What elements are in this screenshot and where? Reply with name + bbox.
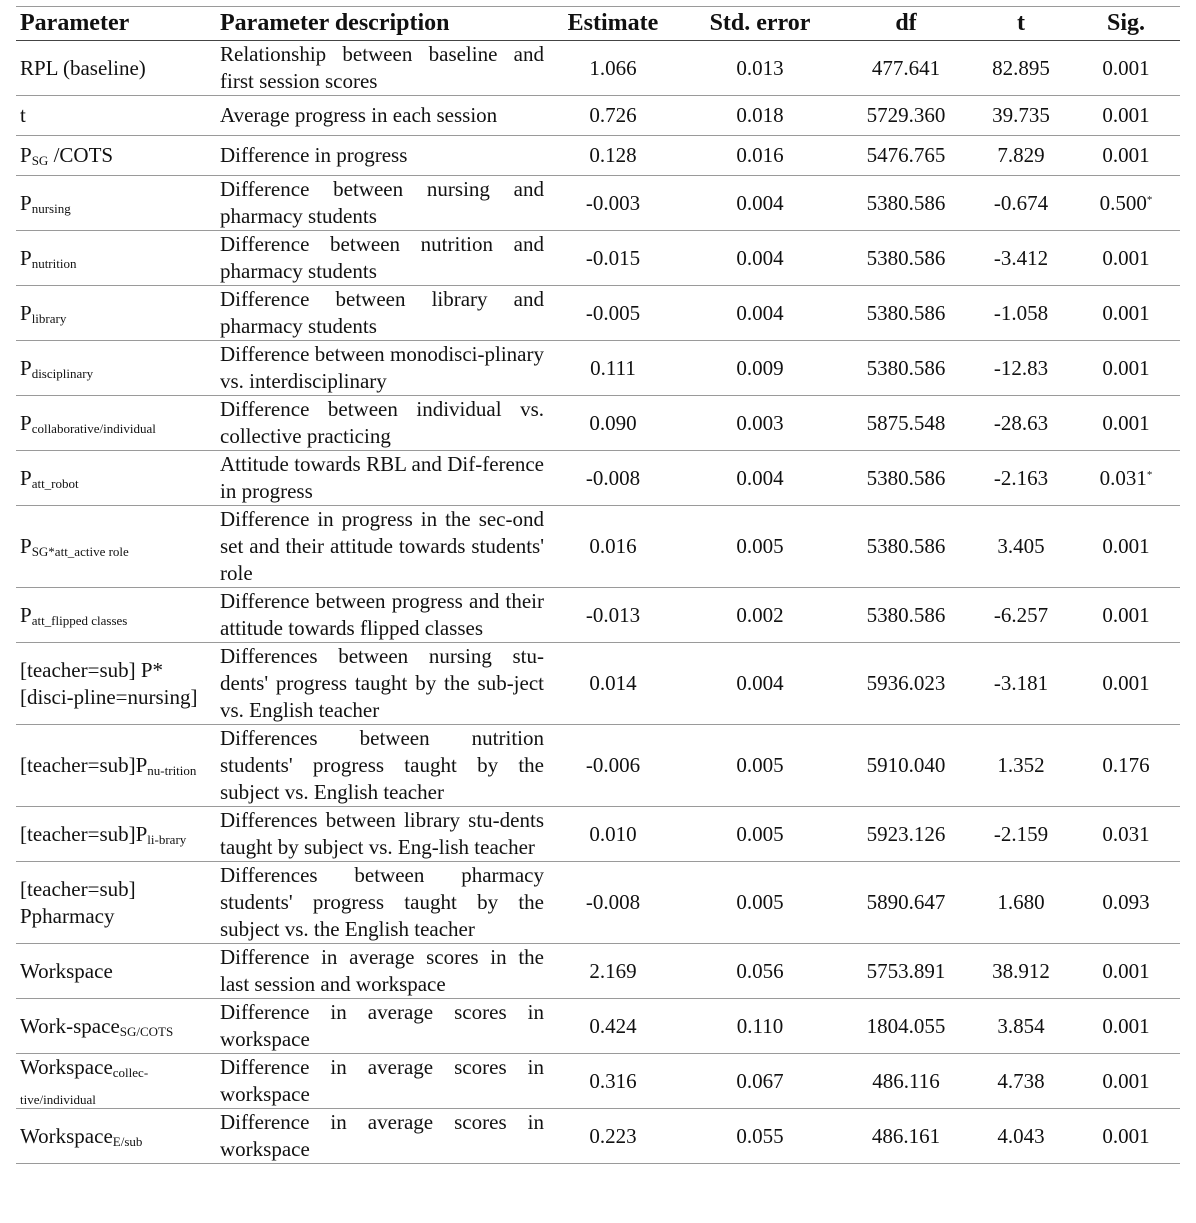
sig-cell [1072, 643, 1180, 725]
parameter-cell [16, 231, 216, 286]
parameter-name: Workspace [20, 1055, 113, 1079]
sig-cell [1072, 807, 1180, 862]
sig-value: 0.001 [1102, 410, 1150, 435]
parameter-subscript: att_flipped classes [31, 612, 128, 628]
table-row [16, 396, 1180, 451]
table-row [16, 136, 1180, 176]
std-error-cell: 0.004 [678, 643, 842, 725]
sig-cell [1072, 1054, 1180, 1109]
sig-value: 0.001 [1102, 55, 1150, 80]
std-error-cell: 0.018 [678, 96, 842, 136]
table-row [16, 725, 1180, 807]
description-cell: Average progress in each session [216, 96, 548, 136]
parameter-subscript: att_robot [31, 475, 79, 491]
t-cell: -2.163 [970, 451, 1072, 506]
table-row [16, 999, 1180, 1054]
description-cell: Difference between nursing and pharmacy students [216, 176, 548, 231]
t-cell: 3.854 [970, 999, 1072, 1054]
header-t: t [970, 7, 1072, 41]
parameter-subscript: nu-trition [147, 763, 197, 778]
description-cell: Differences between library stu-dents taught by subject vs. Eng-lish teacher [216, 807, 548, 862]
t-cell: -3.412 [970, 231, 1072, 286]
df-cell: 486.116 [842, 1054, 970, 1109]
parameter-cell [16, 286, 216, 341]
header-parameter: Parameter [16, 7, 216, 41]
std-error-cell: 0.055 [678, 1109, 842, 1164]
table-body [16, 41, 1180, 1164]
table-row [16, 643, 1180, 725]
parameter-name: Workspace [20, 958, 113, 983]
df-cell: 5380.586 [842, 588, 970, 643]
significance-marker: * [1146, 468, 1153, 481]
t-cell: 3.405 [970, 506, 1072, 588]
parameter-name: P [20, 245, 32, 270]
t-cell: 39.735 [970, 96, 1072, 136]
sig-value: 0.001 [1102, 534, 1150, 558]
sig-value: 0.001 [1102, 300, 1150, 325]
sig-cell [1072, 41, 1180, 96]
description-cell: Difference in average scores in workspace [216, 1054, 548, 1109]
parameter-subscript: E/sub [112, 1133, 143, 1149]
description-cell: Difference between monodisci-plinary vs. interdisciplinary [216, 341, 548, 396]
description-cell: Difference in average scores in workspace [216, 1109, 548, 1164]
estimate-cell: 1.066 [548, 41, 678, 96]
df-cell: 5923.126 [842, 807, 970, 862]
parameter-name: RPL (baseline) [20, 55, 146, 80]
description-cell: Differences between pharmacy students' progress taught by the subject vs. the English teacher [216, 862, 548, 944]
sig-value: 0.001 [1102, 1013, 1150, 1038]
parameter-cell [16, 1109, 216, 1164]
estimate-cell: 0.010 [548, 807, 678, 862]
t-cell: 7.829 [970, 136, 1072, 176]
parameter-subscript: SG [31, 153, 49, 168]
parameter-name: P [20, 355, 32, 380]
std-error-cell: 0.004 [678, 231, 842, 286]
parameter-name: [teacher=sub] Ppharmacy [20, 876, 136, 928]
sig-cell [1072, 944, 1180, 999]
description-cell: Difference in progress [216, 136, 548, 176]
t-cell: -12.83 [970, 341, 1072, 396]
df-cell: 477.641 [842, 41, 970, 96]
estimate-cell: 0.090 [548, 396, 678, 451]
estimate-cell: 2.169 [548, 944, 678, 999]
std-error-cell: 0.110 [678, 999, 842, 1054]
df-cell: 5476.765 [842, 136, 970, 176]
std-error-cell: 0.056 [678, 944, 842, 999]
t-cell: 38.912 [970, 944, 1072, 999]
parameter-name: Work-space [20, 1013, 120, 1038]
df-cell: 5380.586 [842, 506, 970, 588]
parameter-name-suffix: /COTS [48, 143, 114, 167]
parameter-cell [16, 96, 216, 136]
table-row [16, 41, 1180, 96]
table-row [16, 588, 1180, 643]
table-row [16, 1054, 1180, 1109]
sig-value: 0.001 [1102, 1068, 1150, 1093]
table-row [16, 506, 1180, 588]
df-cell: 486.161 [842, 1109, 970, 1164]
std-error-cell: 0.005 [678, 807, 842, 862]
header-sig: Sig. [1072, 7, 1180, 41]
description-cell: Difference in average scores in the last session and workspace [216, 944, 548, 999]
parameter-cell [16, 999, 216, 1054]
description-cell: Difference between individual vs. collective practicing [216, 396, 548, 451]
sig-cell [1072, 176, 1180, 231]
parameter-cell [16, 176, 216, 231]
sig-cell [1072, 862, 1180, 944]
table-row [16, 231, 1180, 286]
table-row [16, 944, 1180, 999]
parameter-subscript: collec-tive/individual [20, 1065, 149, 1107]
std-error-cell: 0.003 [678, 396, 842, 451]
table-row [16, 451, 1180, 506]
sig-cell [1072, 231, 1180, 286]
estimate-cell: 0.316 [548, 1054, 678, 1109]
parameter-cell [16, 725, 216, 807]
parameter-cell [16, 451, 216, 506]
sig-value: 0.001 [1102, 958, 1150, 983]
std-error-cell: 0.002 [678, 588, 842, 643]
parameter-name: Workspace [20, 1123, 113, 1148]
df-cell: 5875.548 [842, 396, 970, 451]
std-error-cell: 0.005 [678, 725, 842, 807]
t-cell: 4.043 [970, 1109, 1072, 1164]
std-error-cell: 0.005 [678, 506, 842, 588]
std-error-cell: 0.067 [678, 1054, 842, 1109]
estimate-cell: 0.223 [548, 1109, 678, 1164]
t-cell: -3.181 [970, 643, 1072, 725]
t-cell: 82.895 [970, 41, 1072, 96]
t-cell: -2.159 [970, 807, 1072, 862]
description-cell: Difference in progress in the sec-ond set and their attitude towards students' role [216, 506, 548, 588]
df-cell: 5936.023 [842, 643, 970, 725]
estimate-cell: 0.128 [548, 136, 678, 176]
df-cell: 5890.647 [842, 862, 970, 944]
description-cell: Differences between nursing stu-dents' progress taught by the sub-ject vs. English teacher [216, 643, 548, 725]
parameter-subscript: SG/COTS [119, 1023, 174, 1039]
parameter-cell [16, 136, 216, 176]
table-row [16, 1109, 1180, 1164]
sig-cell [1072, 999, 1180, 1054]
header-estimate: Estimate [548, 7, 678, 41]
parameter-cell [16, 506, 216, 588]
sig-cell [1072, 396, 1180, 451]
description-cell: Difference between progress and their attitude towards flipped classes [216, 588, 548, 643]
estimate-cell: 0.111 [548, 341, 678, 396]
sig-cell [1072, 451, 1180, 506]
parameter-cell [16, 41, 216, 96]
parameter-cell [16, 862, 216, 944]
estimate-cell: 0.016 [548, 506, 678, 588]
t-cell: -1.058 [970, 286, 1072, 341]
std-error-cell: 0.009 [678, 341, 842, 396]
parameter-name: [teacher=sub] P*[disci-pline=nursing] [20, 657, 198, 709]
sig-cell [1072, 96, 1180, 136]
df-cell: 5380.586 [842, 176, 970, 231]
parameter-subscript: library [31, 310, 67, 326]
parameter-name: t [20, 103, 26, 127]
parameter-subscript: li-brary [147, 831, 187, 847]
table-row [16, 807, 1180, 862]
sig-value: 0.001 [1102, 602, 1150, 627]
std-error-cell: 0.016 [678, 136, 842, 176]
estimate-cell: 0.014 [548, 643, 678, 725]
estimate-cell: -0.003 [548, 176, 678, 231]
sig-value: 0.176 [1102, 753, 1150, 777]
parameter-name: P [20, 143, 32, 167]
table-row [16, 341, 1180, 396]
t-cell: -28.63 [970, 396, 1072, 451]
std-error-cell: 0.004 [678, 451, 842, 506]
sig-value: 0.500 [1099, 190, 1147, 215]
parameter-cell [16, 1054, 216, 1109]
sig-value: 0.001 [1102, 1123, 1150, 1148]
estimate-cell: -0.015 [548, 231, 678, 286]
df-cell: 5910.040 [842, 725, 970, 807]
sig-cell [1072, 725, 1180, 807]
header-parameter-description: Parameter description [216, 7, 548, 41]
estimate-cell: -0.005 [548, 286, 678, 341]
sig-value: 0.031 [1099, 465, 1147, 490]
df-cell: 5753.891 [842, 944, 970, 999]
t-cell: -0.674 [970, 176, 1072, 231]
description-cell: Attitude towards RBL and Dif-ference in progress [216, 451, 548, 506]
header-std-error: Std. error [678, 7, 842, 41]
sig-cell [1072, 506, 1180, 588]
description-cell: Difference between nutrition and pharmacy students [216, 231, 548, 286]
parameter-cell [16, 643, 216, 725]
std-error-cell: 0.013 [678, 41, 842, 96]
sig-cell [1072, 1109, 1180, 1164]
table-header-row [16, 7, 1180, 41]
t-cell: 1.680 [970, 862, 1072, 944]
parameter-cell [16, 396, 216, 451]
description-cell: Difference between library and pharmacy students [216, 286, 548, 341]
estimate-cell: -0.008 [548, 862, 678, 944]
estimate-cell: 0.424 [548, 999, 678, 1054]
df-cell: 1804.055 [842, 999, 970, 1054]
description-cell: Differences between nutrition students' progress taught by the subject vs. English teacher [216, 725, 548, 807]
parameter-subscript: nursing [31, 200, 71, 216]
sig-cell [1072, 588, 1180, 643]
sig-value: 0.001 [1102, 671, 1150, 695]
parameter-name: P [20, 465, 32, 490]
parameter-cell [16, 341, 216, 396]
df-cell: 5380.586 [842, 341, 970, 396]
table-row [16, 96, 1180, 136]
df-cell: 5729.360 [842, 96, 970, 136]
estimate-cell: 0.726 [548, 96, 678, 136]
std-error-cell: 0.004 [678, 286, 842, 341]
header-df: df [842, 7, 970, 41]
t-cell: -6.257 [970, 588, 1072, 643]
sig-cell [1072, 136, 1180, 176]
parameter-subscript: SG*att_active role [31, 544, 129, 559]
sig-cell [1072, 341, 1180, 396]
parameter-name: [teacher=sub]P [20, 753, 148, 777]
sig-value: 0.001 [1102, 103, 1150, 127]
std-error-cell: 0.004 [678, 176, 842, 231]
parameter-subscript: collaborative/individual [31, 420, 156, 436]
sig-cell [1072, 286, 1180, 341]
std-error-cell: 0.005 [678, 862, 842, 944]
parameter-cell [16, 588, 216, 643]
sig-value: 0.093 [1102, 890, 1150, 914]
t-cell: 4.738 [970, 1054, 1072, 1109]
df-cell: 5380.586 [842, 451, 970, 506]
df-cell: 5380.586 [842, 286, 970, 341]
estimate-cell: -0.008 [548, 451, 678, 506]
parameter-name: P [20, 300, 32, 325]
table-row [16, 862, 1180, 944]
parameter-name: P [20, 534, 32, 558]
table-row [16, 176, 1180, 231]
parameter-name: P [20, 410, 32, 435]
description-cell: Relationship between baseline and first session scores [216, 41, 548, 96]
parameter-subscript: nutrition [31, 255, 77, 271]
parameter-cell [16, 944, 216, 999]
parameter-subscript: disciplinary [31, 365, 94, 381]
sig-value: 0.001 [1102, 355, 1150, 380]
estimate-cell: -0.013 [548, 588, 678, 643]
parameter-name: P [20, 602, 32, 627]
estimate-cell: -0.006 [548, 725, 678, 807]
sig-value: 0.001 [1102, 245, 1150, 270]
parameter-name: [teacher=sub]P [20, 821, 148, 846]
parameter-cell [16, 807, 216, 862]
t-cell: 1.352 [970, 725, 1072, 807]
sig-value: 0.001 [1102, 143, 1150, 167]
significance-marker: * [1146, 193, 1153, 206]
table-row [16, 286, 1180, 341]
sig-value: 0.031 [1102, 821, 1150, 846]
parameter-name: P [20, 190, 32, 215]
description-cell: Difference in average scores in workspace [216, 999, 548, 1054]
df-cell: 5380.586 [842, 231, 970, 286]
parameter-estimates-table [16, 6, 1180, 1164]
